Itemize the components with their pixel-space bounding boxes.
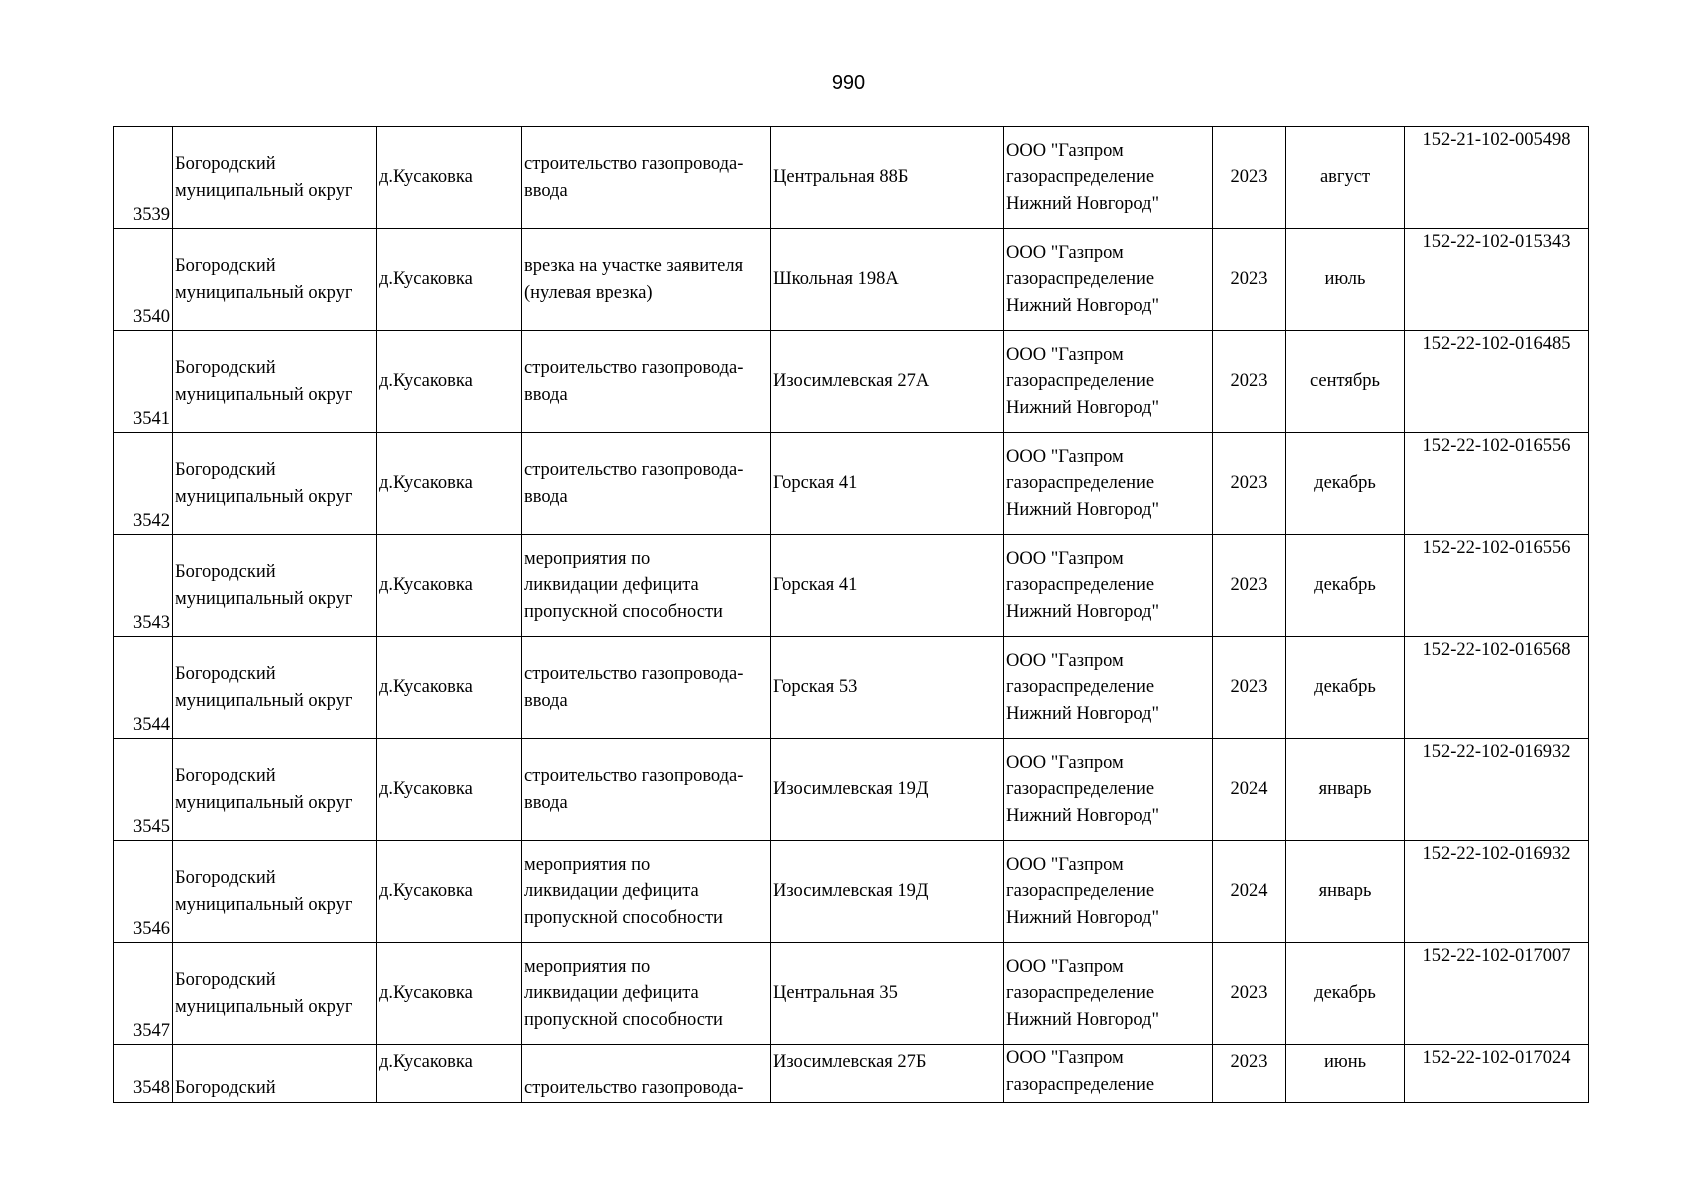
district-line: муниципальный округ — [175, 690, 353, 711]
district-cell — [173, 739, 377, 841]
month-cell — [1286, 229, 1405, 331]
row-number: 3547 — [133, 1020, 170, 1041]
work-type-line: мероприятия по — [524, 548, 651, 569]
work-type-cell — [522, 1045, 771, 1103]
year-cell — [1213, 637, 1286, 739]
address: Центральная 35 — [773, 983, 898, 1004]
month-cell — [1286, 943, 1405, 1045]
organization-line: Нижний Новгород" — [1006, 805, 1160, 826]
organization-cell — [1004, 535, 1213, 637]
year: 2023 — [1230, 1052, 1268, 1072]
district-line: Богородский — [175, 154, 276, 174]
work-type-cell — [522, 535, 771, 637]
row-number: 3539 — [133, 204, 170, 225]
district-line: муниципальный округ — [175, 894, 353, 915]
organization-line: ООО "Газпром — [1006, 344, 1124, 365]
locality-cell — [377, 637, 522, 739]
work-type-line: строительство газопровода- — [524, 664, 744, 684]
organization-line: ООО "Газпром — [1006, 242, 1124, 263]
table-row — [114, 331, 1589, 433]
work-type-cell — [522, 433, 771, 535]
contract-code-cell — [1405, 127, 1589, 229]
address-cell — [771, 739, 1004, 841]
address: Центральная 88Б — [773, 167, 909, 188]
district-cell — [173, 943, 377, 1045]
year-cell — [1213, 535, 1286, 637]
year: 2023 — [1230, 983, 1268, 1004]
address-cell — [771, 433, 1004, 535]
row-number: 3544 — [133, 714, 170, 735]
address: Изосимлевская 19Д — [773, 779, 929, 800]
organization-line: ООО "Газпром — [1006, 1048, 1124, 1068]
organization-line: газораспределение — [1006, 779, 1155, 800]
month-cell — [1286, 1045, 1405, 1103]
year: 2024 — [1230, 881, 1268, 902]
row-number-cell — [114, 1045, 173, 1103]
month-cell — [1286, 331, 1405, 433]
table-row — [114, 637, 1589, 739]
organization-line: Нижний Новгород" — [1006, 601, 1160, 622]
year: 2024 — [1230, 779, 1268, 800]
work-type-line: пропускной способности — [524, 907, 723, 928]
work-type-line: ликвидации дефицита — [524, 881, 699, 902]
work-type-line: ввода — [524, 792, 568, 813]
contract-code: 152-22-102-015343 — [1422, 232, 1571, 252]
district-line: муниципальный округ — [175, 996, 353, 1017]
contract-code: 152-22-102-016568 — [1422, 640, 1571, 660]
work-type-line: мероприятия по — [524, 854, 651, 875]
month-cell — [1286, 637, 1405, 739]
address-cell — [771, 127, 1004, 229]
organization-line: ООО "Газпром — [1006, 752, 1124, 773]
address-cell — [771, 229, 1004, 331]
locality: д.Кусаковка — [379, 1052, 473, 1072]
district-line: Богородский — [175, 766, 276, 786]
district-line: муниципальный округ — [175, 588, 353, 609]
work-type-line: ввода — [524, 690, 568, 711]
row-number: 3541 — [133, 408, 170, 429]
organization-line: газораспределение — [1006, 269, 1155, 290]
contract-code: 152-22-102-017024 — [1422, 1048, 1571, 1068]
month-cell — [1286, 841, 1405, 943]
organization-line: Нижний Новгород" — [1006, 295, 1160, 316]
row-number-cell — [114, 127, 173, 229]
month-cell — [1286, 535, 1405, 637]
table-row — [114, 1045, 1589, 1103]
work-type-line: (нулевая врезка) — [524, 282, 653, 303]
locality: д.Кусаковка — [379, 677, 473, 698]
table-body — [114, 127, 1589, 1103]
row-number-cell — [114, 637, 173, 739]
address: Изосимлевская 19Д — [773, 881, 929, 902]
locality: д.Кусаковка — [379, 269, 473, 290]
work-type-line: ликвидации дефицита — [524, 983, 699, 1004]
address-cell — [771, 841, 1004, 943]
organization-line: газораспределение — [1006, 677, 1155, 698]
work-type-cell — [522, 127, 771, 229]
locality-cell — [377, 1045, 522, 1103]
organization-line: газораспределение — [1006, 371, 1155, 392]
year: 2023 — [1230, 269, 1268, 290]
month: январь — [1318, 881, 1372, 902]
organization-line: ООО "Газпром — [1006, 446, 1124, 467]
district-cell — [173, 433, 377, 535]
district-line: Богородский — [175, 256, 276, 276]
work-type-cell — [522, 841, 771, 943]
table-row — [114, 535, 1589, 637]
contract-code-cell — [1405, 739, 1589, 841]
district-cell — [173, 535, 377, 637]
organization-line: Нижний Новгород" — [1006, 193, 1160, 214]
district-line: муниципальный округ — [175, 282, 353, 303]
locality-cell — [377, 739, 522, 841]
row-number-cell — [114, 229, 173, 331]
organization-line: ООО "Газпром — [1006, 548, 1124, 569]
organization-line: Нижний Новгород" — [1006, 703, 1160, 724]
address-cell — [771, 535, 1004, 637]
row-number: 3543 — [133, 612, 170, 633]
work-type-cell — [522, 229, 771, 331]
month: декабрь — [1314, 575, 1376, 596]
month: июль — [1324, 269, 1366, 290]
locality-cell — [377, 127, 522, 229]
work-type-line: ввода — [524, 180, 568, 201]
locality: д.Кусаковка — [379, 881, 473, 902]
organization-cell — [1004, 943, 1213, 1045]
organization-cell — [1004, 433, 1213, 535]
month-cell — [1286, 739, 1405, 841]
locality-cell — [377, 331, 522, 433]
district-line: Богородский — [175, 868, 276, 888]
table-row — [114, 943, 1589, 1045]
contract-code: 152-21-102-005498 — [1422, 130, 1571, 150]
address-cell — [771, 331, 1004, 433]
contract-code: 152-22-102-016556 — [1422, 436, 1571, 456]
contract-code-cell — [1405, 841, 1589, 943]
month-cell — [1286, 127, 1405, 229]
work-type-line: ликвидации дефицита — [524, 575, 699, 596]
row-number: 3540 — [133, 306, 170, 327]
month: январь — [1318, 779, 1372, 800]
work-type-line: строительство газопровода- — [524, 766, 744, 786]
address: Школьная 198А — [773, 269, 899, 290]
organization-line: газораспределение — [1006, 167, 1155, 188]
district-line: Богородский — [175, 562, 276, 582]
year-cell — [1213, 841, 1286, 943]
year-cell — [1213, 1045, 1286, 1103]
row-number-cell — [114, 943, 173, 1045]
district-cell — [173, 637, 377, 739]
month: сентябрь — [1310, 371, 1380, 392]
organization-line: Нижний Новгород" — [1006, 397, 1160, 418]
organization-cell — [1004, 739, 1213, 841]
locality: д.Кусаковка — [379, 983, 473, 1004]
work-type-line: ввода — [524, 384, 568, 405]
contract-code: 152-22-102-017007 — [1422, 946, 1571, 966]
contract-code-cell — [1405, 433, 1589, 535]
district-line: муниципальный округ — [175, 486, 353, 507]
work-type-cell — [522, 637, 771, 739]
year-cell — [1213, 739, 1286, 841]
work-type-cell — [522, 943, 771, 1045]
contract-code-cell — [1405, 331, 1589, 433]
address: Горская 53 — [773, 677, 858, 698]
district-line: Богородский — [175, 664, 276, 684]
organization-line: газораспределение — [1006, 473, 1155, 494]
organization-cell — [1004, 229, 1213, 331]
year: 2023 — [1230, 677, 1268, 698]
year-cell — [1213, 943, 1286, 1045]
contract-code: 152-22-102-016485 — [1422, 334, 1571, 354]
locality-cell — [377, 433, 522, 535]
month: декабрь — [1314, 473, 1376, 494]
row-number: 3546 — [133, 918, 170, 939]
row-number-cell — [114, 433, 173, 535]
organization-cell — [1004, 127, 1213, 229]
year: 2023 — [1230, 473, 1268, 494]
table-row — [114, 229, 1589, 331]
address: Изосимлевская 27А — [773, 371, 930, 392]
district-cell — [173, 841, 377, 943]
page-number: 990 — [831, 72, 866, 94]
register-table — [113, 126, 1589, 1103]
table-row — [114, 433, 1589, 535]
locality: д.Кусаковка — [379, 779, 473, 800]
table-row — [114, 841, 1589, 943]
month: декабрь — [1314, 983, 1376, 1004]
locality: д.Кусаковка — [379, 167, 473, 188]
contract-code-cell — [1405, 535, 1589, 637]
row-number-cell — [114, 535, 173, 637]
organization-cell — [1004, 637, 1213, 739]
organization-cell — [1004, 331, 1213, 433]
year: 2023 — [1230, 167, 1268, 188]
table-row — [114, 127, 1589, 229]
address: Изосимлевская 27Б — [773, 1052, 927, 1072]
month-cell — [1286, 433, 1405, 535]
district-line: Богородский — [175, 460, 276, 480]
district-line: муниципальный округ — [175, 384, 353, 405]
contract-code-cell — [1405, 1045, 1589, 1103]
work-type-line: пропускной способности — [524, 1009, 723, 1030]
locality: д.Кусаковка — [379, 473, 473, 494]
row-number: 3545 — [133, 816, 170, 837]
organization-line: Нижний Новгород" — [1006, 907, 1160, 928]
contract-code: 152-22-102-016556 — [1422, 538, 1571, 558]
address-cell — [771, 943, 1004, 1045]
organization-cell — [1004, 1045, 1213, 1103]
locality-cell — [377, 229, 522, 331]
work-type: строительство газопровода- — [524, 1078, 744, 1098]
work-type-line: строительство газопровода- — [524, 154, 744, 174]
year-cell — [1213, 229, 1286, 331]
address-cell — [771, 637, 1004, 739]
district-line: муниципальный округ — [175, 180, 353, 201]
work-type-line: пропускной способности — [524, 601, 723, 622]
work-type-line: мероприятия по — [524, 956, 651, 977]
organization-line: ООО "Газпром — [1006, 854, 1124, 875]
organization-cell — [1004, 841, 1213, 943]
work-type-line: врезка на участке заявителя — [524, 256, 744, 276]
locality: д.Кусаковка — [379, 371, 473, 392]
row-number-cell — [114, 841, 173, 943]
year-cell — [1213, 127, 1286, 229]
row-number: 3548 — [133, 1078, 170, 1098]
district-line: Богородский — [175, 358, 276, 378]
organization-line: ООО "Газпром — [1006, 956, 1124, 977]
organization-line: Нижний Новгород" — [1006, 499, 1160, 520]
organization-line: Нижний Новгород" — [1006, 1009, 1160, 1030]
year: 2023 — [1230, 371, 1268, 392]
district-line: муниципальный округ — [175, 792, 353, 813]
work-type-line: строительство газопровода- — [524, 358, 744, 378]
work-type-cell — [522, 331, 771, 433]
locality: д.Кусаковка — [379, 575, 473, 596]
table-row — [114, 739, 1589, 841]
address: Горская 41 — [773, 473, 858, 494]
locality-cell — [377, 943, 522, 1045]
row-number: 3542 — [133, 510, 170, 531]
work-type-line: ввода — [524, 486, 568, 507]
year: 2023 — [1230, 575, 1268, 596]
district-cell — [173, 229, 377, 331]
contract-code-cell — [1405, 637, 1589, 739]
work-type-cell — [522, 739, 771, 841]
district: Богородский — [175, 1078, 276, 1098]
organization-line: газораспределение — [1006, 575, 1155, 596]
address: Горская 41 — [773, 575, 858, 596]
district-cell — [173, 1045, 377, 1103]
year-cell — [1213, 433, 1286, 535]
work-type-line: строительство газопровода- — [524, 460, 744, 480]
month: декабрь — [1314, 677, 1376, 698]
organization-line: ООО "Газпром — [1006, 650, 1124, 671]
month: август — [1319, 167, 1371, 188]
month: июнь — [1323, 1052, 1367, 1072]
district-cell — [173, 127, 377, 229]
organization-line: газораспределение — [1006, 1074, 1155, 1095]
address-cell — [771, 1045, 1004, 1103]
contract-code-cell — [1405, 943, 1589, 1045]
locality-cell — [377, 535, 522, 637]
district-line: Богородский — [175, 970, 276, 990]
organization-line: газораспределение — [1006, 881, 1155, 902]
year-cell — [1213, 331, 1286, 433]
contract-code-cell — [1405, 229, 1589, 331]
organization-line: ООО "Газпром — [1006, 140, 1124, 161]
row-number-cell — [114, 739, 173, 841]
district-cell — [173, 331, 377, 433]
row-number-cell — [114, 331, 173, 433]
organization-line: газораспределение — [1006, 983, 1155, 1004]
locality-cell — [377, 841, 522, 943]
contract-code: 152-22-102-016932 — [1422, 844, 1571, 864]
contract-code: 152-22-102-016932 — [1422, 742, 1571, 762]
